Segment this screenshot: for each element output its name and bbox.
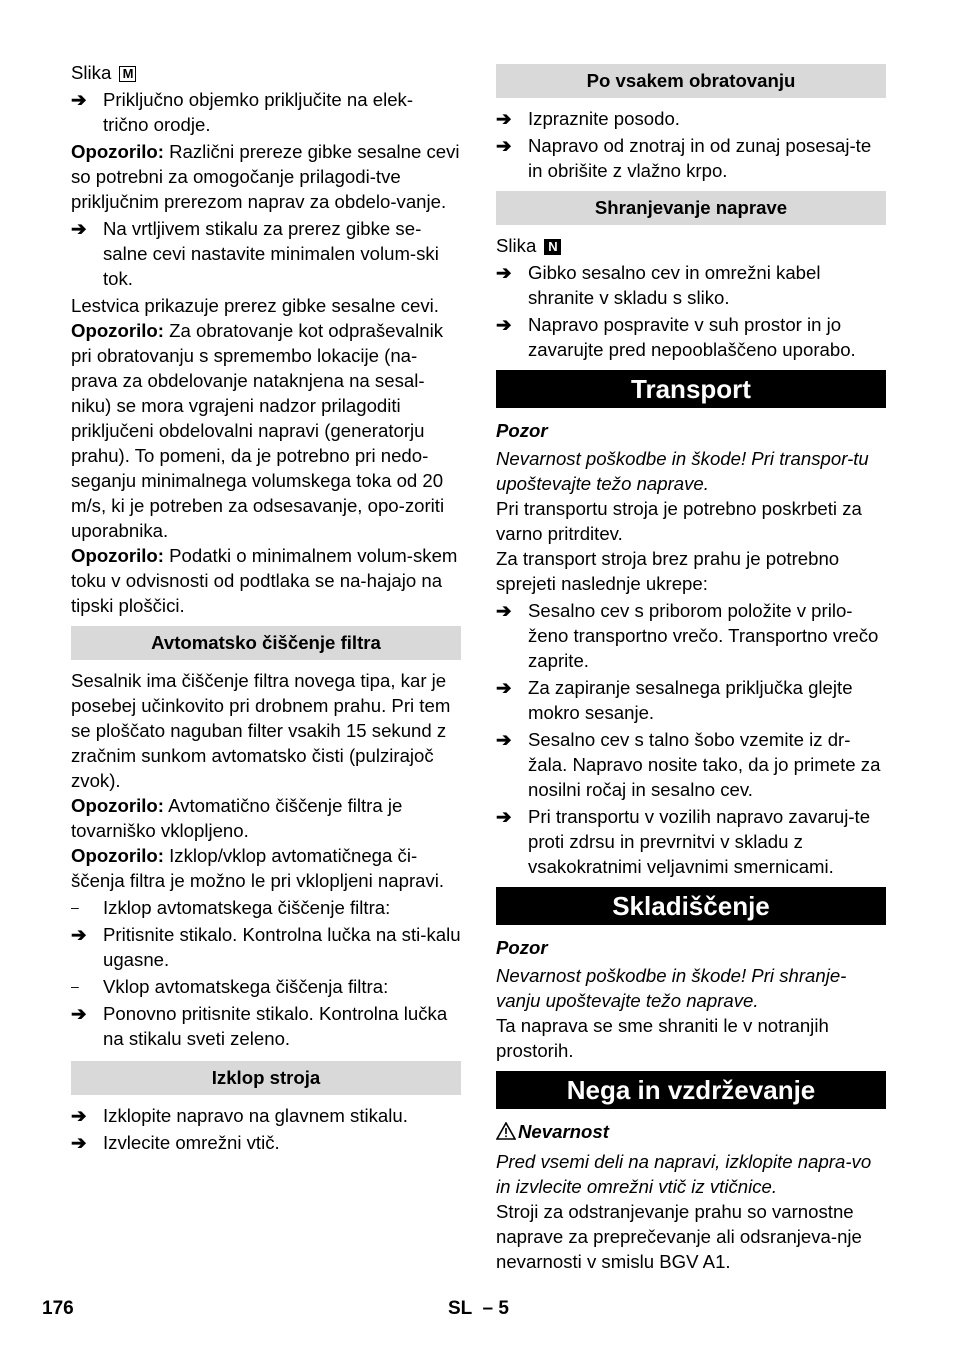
arrow-icon: ➔ xyxy=(71,1105,87,1126)
danger-label: Nevarnost xyxy=(518,1121,609,1142)
instruction-step xyxy=(71,1130,461,1155)
page-number: 176 xyxy=(42,1298,74,1319)
note-text: Avtomatično čiščenje filtra je tovarniško vklopljeno. xyxy=(71,795,403,841)
step-text: Pritisnite stikalo. Kontrolna lučka na sti-kalu ugasne. xyxy=(103,924,461,970)
note-label: Opozorilo: xyxy=(71,845,164,866)
dash-item xyxy=(71,974,461,999)
language-page-label: SL – 5 xyxy=(448,1298,509,1319)
note-paragraph xyxy=(71,843,461,893)
step-text: Za zapiranje sesalnega priključka glejte mokro sesanje. xyxy=(528,677,853,723)
step-text: Priključno objemko priključite na elek- trično orodje. xyxy=(103,89,414,135)
note-text: Različni prereze gibke sesalne cevi so potrebni za omogočanje prilagodi-tve priključnim prerezom naprav za obdelo-vanje. xyxy=(71,141,460,212)
step-text: Izvlecite omrežni vtič. xyxy=(103,1132,280,1153)
arrow-icon: ➔ xyxy=(496,677,512,698)
care-paragraph: Stroji za odstranjevanje prahu so varnostne naprave za preprečevanje ali odsranjeva-nje nevarnosti v smislu BGV A1. xyxy=(496,1201,862,1272)
note-label: Opozorilo: xyxy=(71,545,164,566)
arrow-icon: ➔ xyxy=(496,314,512,335)
arrow-icon: ➔ xyxy=(496,135,512,156)
step-text: Ponovno pritisnite stikalo. Kontrolna lučka na stikalu sveti zeleno. xyxy=(103,1003,448,1049)
danger-heading xyxy=(496,1119,886,1146)
arrow-icon: ➔ xyxy=(71,1003,87,1024)
filter-paragraph: Sesalnik ima čiščenje filtra novega tipa, kar je posebej učinkovito pri drobnem prahu. Pri tem se ploščato naguban filter vsakih 15 sekund z zračnim sunkom avtomatsko čisti (pulzirajoč zvok). xyxy=(71,670,451,791)
section-heading-storing: Shranjevanje naprave xyxy=(496,191,886,225)
figure-n-ref xyxy=(496,233,886,258)
instruction-step xyxy=(496,804,886,879)
step-text: Izpraznite posodo. xyxy=(528,108,680,129)
step-text: Izklopite napravo na glavnem stikalu. xyxy=(103,1105,408,1126)
danger-text: Pred vsemi deli na napravi, izklopite napra-vo in izvlecite omrežni vtič iz vtičnice. xyxy=(496,1151,872,1197)
arrow-icon: ➔ xyxy=(496,600,512,621)
note-label: Opozorilo: xyxy=(71,795,164,816)
caution-text: Nevarnost poškodbe in škode! Pri shranje-vanju upoštevajte težo naprave. xyxy=(496,965,847,1011)
caution-label: Pozor xyxy=(496,937,548,958)
dash-item xyxy=(71,895,461,920)
note-label: Opozorilo: xyxy=(71,320,164,341)
instruction-step xyxy=(71,1001,461,1051)
main-heading-care: Nega in vzdrževanje xyxy=(496,1071,886,1109)
arrow-icon: ➔ xyxy=(496,262,512,283)
step-text: Napravo od znotraj in od zunaj posesaj-te in obrišite z vlažno krpo. xyxy=(528,135,872,181)
instruction-step xyxy=(496,312,886,362)
step-text: Gibko sesalno cev in omrežni kabel shranite v skladu s sliko. xyxy=(528,262,821,308)
main-heading-transport: Transport xyxy=(496,370,886,408)
instruction-step xyxy=(71,216,461,291)
note-paragraph xyxy=(71,139,461,214)
step-text: Sesalno cev s priborom položite v prilo-ženo transportno vrečo. Transportno vrečo zaprite. xyxy=(528,600,879,671)
dash-text: Izklop avtomatskega čiščenje filtra: xyxy=(103,897,391,918)
instruction-step xyxy=(71,922,461,972)
arrow-icon: ➔ xyxy=(71,924,87,945)
section-heading-off: Izklop stroja xyxy=(71,1061,461,1095)
figure-letter-m: M xyxy=(119,66,136,82)
note-label: Opozorilo: xyxy=(71,141,164,162)
caution-text: Nevarnost poškodbe in škode! Pri transpor-tu upoštevajte težo naprave. xyxy=(496,448,869,494)
scale-paragraph: Lestvica prikazuje prerez gibke sesalne cevi. xyxy=(71,295,439,316)
dash-text: Vklop avtomatskega čiščenja filtra: xyxy=(103,976,389,997)
instruction-step xyxy=(496,598,886,673)
figure-label: Slika xyxy=(496,235,537,256)
note-paragraph xyxy=(71,793,461,843)
instruction-step xyxy=(496,133,886,183)
instruction-step xyxy=(496,106,886,131)
left-column xyxy=(71,60,461,1155)
instruction-step xyxy=(496,675,886,725)
warning-triangle-icon xyxy=(496,1121,518,1146)
transport-paragraph: Za transport stroja brez prahu je potrebno sprejeti naslednje ukrepe: xyxy=(496,548,840,594)
note-text: Izklop/vklop avtomatičnega či-ščenja filtra je možno le pri vklopljeni napravi. xyxy=(71,845,445,891)
arrow-icon: ➔ xyxy=(496,108,512,129)
figure-m-ref xyxy=(71,60,461,85)
step-text: Na vrtljivem stikalu za prerez gibke se-salne cevi nastavite minimalen volum-ski tok. xyxy=(103,218,439,289)
arrow-icon: ➔ xyxy=(71,89,87,110)
figure-label: Slika xyxy=(71,62,112,83)
instruction-step xyxy=(496,260,886,310)
step-text: Pri transportu v vozilih napravo zavaruj-te proti zdrsu in prevrnitvi v skladu z vsakokratnimi veljavnimi smernicami. xyxy=(528,806,871,877)
note-text: Za obratovanje kot odpraševalnik pri obratovanju s spremembo lokacije (na-prava za obdelovanje nataknjena na sesal-niku) se mora vgrajeni nadzor prilagoditi priključeni obdelovalni napravi (generatorju prahu). To pomeni, da je potrebno pri nedo-seganju minimalnega volumskega toka od 20 m/s, ki je potreben za odsesavanje, opo-zoriti uporabnika. xyxy=(71,320,445,541)
arrow-icon: ➔ xyxy=(71,1132,87,1153)
arrow-icon: ➔ xyxy=(496,806,512,827)
dash-icon: – xyxy=(71,899,79,915)
arrow-icon: ➔ xyxy=(71,218,87,239)
note-paragraph xyxy=(71,543,461,618)
dash-icon: – xyxy=(71,978,79,994)
instruction-step xyxy=(71,87,461,137)
caution-label: Pozor xyxy=(496,420,548,441)
arrow-icon: ➔ xyxy=(496,729,512,750)
note-paragraph xyxy=(71,318,461,543)
step-text: Sesalno cev s talno šobo vzemite iz dr-žala. Napravo nosite tako, da jo primete za nosilni ročaj in sesalno cev. xyxy=(528,729,881,800)
section-heading-filter: Avtomatsko čiščenje filtra xyxy=(71,626,461,660)
note-text: Podatki o minimalnem volum-skem toku v odvisnosti od podtlaka se na-hajajo na tipski ploščici. xyxy=(71,545,458,616)
right-column xyxy=(496,64,886,1274)
transport-paragraph: Pri transportu stroja je potrebno poskrbeti za varno pritrditev. xyxy=(496,498,862,544)
section-heading-after-use: Po vsakem obratovanju xyxy=(496,64,886,98)
main-heading-storage: Skladiščenje xyxy=(496,887,886,925)
storage-paragraph: Ta naprava se sme shraniti le v notranjih prostorih. xyxy=(496,1015,829,1061)
step-text: Napravo pospravite v suh prostor in jo zavarujte pred nepooblaščeno uporabo. xyxy=(528,314,856,360)
instruction-step xyxy=(71,1103,461,1128)
instruction-step xyxy=(496,727,886,802)
figure-letter-n: N xyxy=(544,239,561,255)
